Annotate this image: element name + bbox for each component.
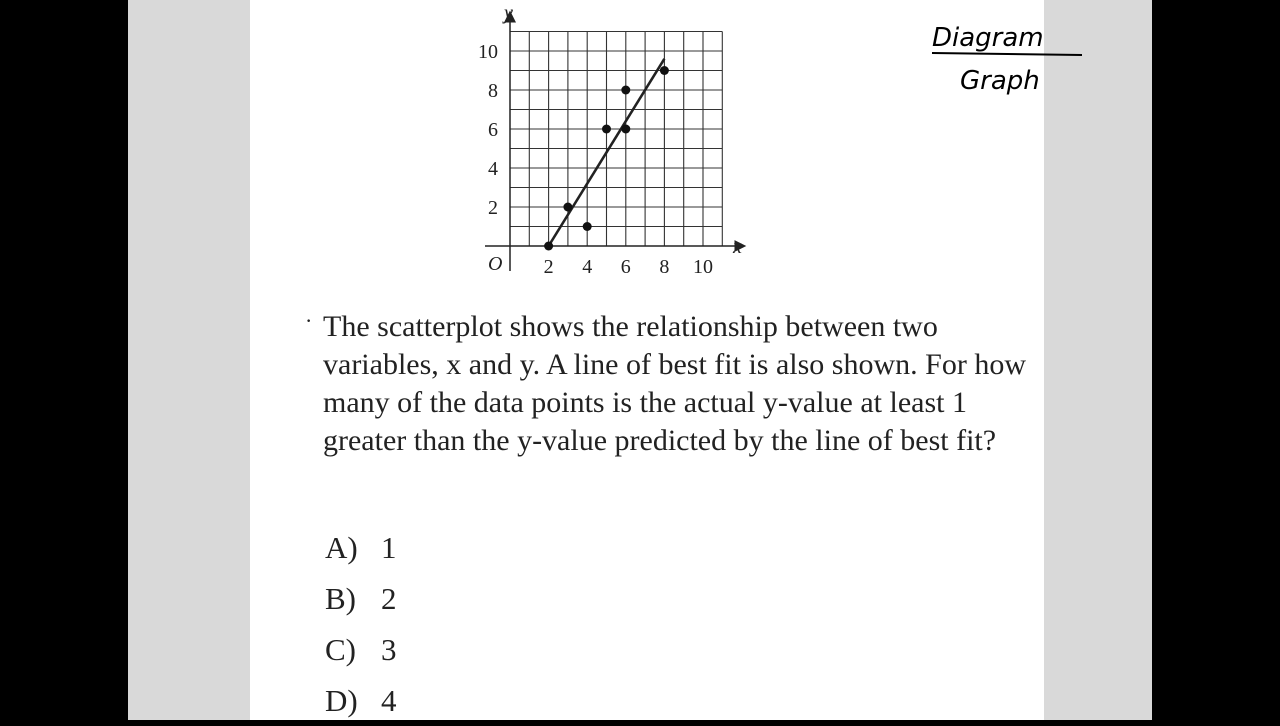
handwritten-annotation bbox=[920, 10, 1100, 110]
x-tick-label: 8 bbox=[659, 256, 670, 278]
choice-d[interactable] bbox=[325, 675, 397, 726]
choice-value: 2 bbox=[381, 580, 397, 616]
question-text: The scatterplot shows the relationship between two variables, x and y. A line of best fit is also shown. For how many of the data points is the actual y-value at least 1 greater than the y-value predicted by the line of best fit? bbox=[323, 310, 1026, 457]
y-tick-label: 8 bbox=[488, 80, 498, 102]
choice-letter: C) bbox=[325, 631, 356, 667]
choice-value: 3 bbox=[381, 631, 397, 667]
annotation-graph: Graph bbox=[960, 66, 1040, 96]
choice-letter: A) bbox=[325, 529, 358, 565]
data-point bbox=[602, 125, 611, 134]
data-point bbox=[544, 242, 553, 251]
data-point bbox=[621, 125, 630, 134]
choice-b[interactable] bbox=[325, 573, 397, 624]
y-tick-label: 2 bbox=[488, 197, 498, 219]
y-axis-label: y bbox=[504, 2, 513, 24]
answer-choices bbox=[325, 522, 397, 726]
x-axis-label: x bbox=[733, 236, 742, 258]
data-point bbox=[583, 222, 592, 231]
origin-label: O bbox=[488, 253, 503, 275]
annotation-diagram: Diagram bbox=[932, 23, 1044, 53]
question-bullet: · bbox=[305, 308, 313, 333]
data-point bbox=[660, 66, 669, 75]
choice-letter: D) bbox=[325, 682, 358, 718]
x-tick-label: 4 bbox=[582, 256, 593, 278]
choice-value: 4 bbox=[381, 682, 397, 718]
data-point bbox=[621, 86, 630, 95]
y-tick-label: 6 bbox=[488, 119, 498, 141]
data-point bbox=[563, 203, 572, 212]
choice-a[interactable] bbox=[325, 522, 397, 573]
choice-value: 1 bbox=[381, 529, 397, 565]
x-tick-label: 10 bbox=[693, 256, 713, 278]
choice-c[interactable] bbox=[325, 624, 397, 675]
choice-letter: B) bbox=[325, 580, 356, 616]
y-tick-label: 4 bbox=[488, 158, 498, 180]
x-tick-label: 2 bbox=[543, 256, 554, 278]
annotation-underline bbox=[932, 53, 1082, 55]
x-tick-label: 6 bbox=[620, 256, 631, 278]
y-tick-label: 10 bbox=[478, 41, 498, 63]
